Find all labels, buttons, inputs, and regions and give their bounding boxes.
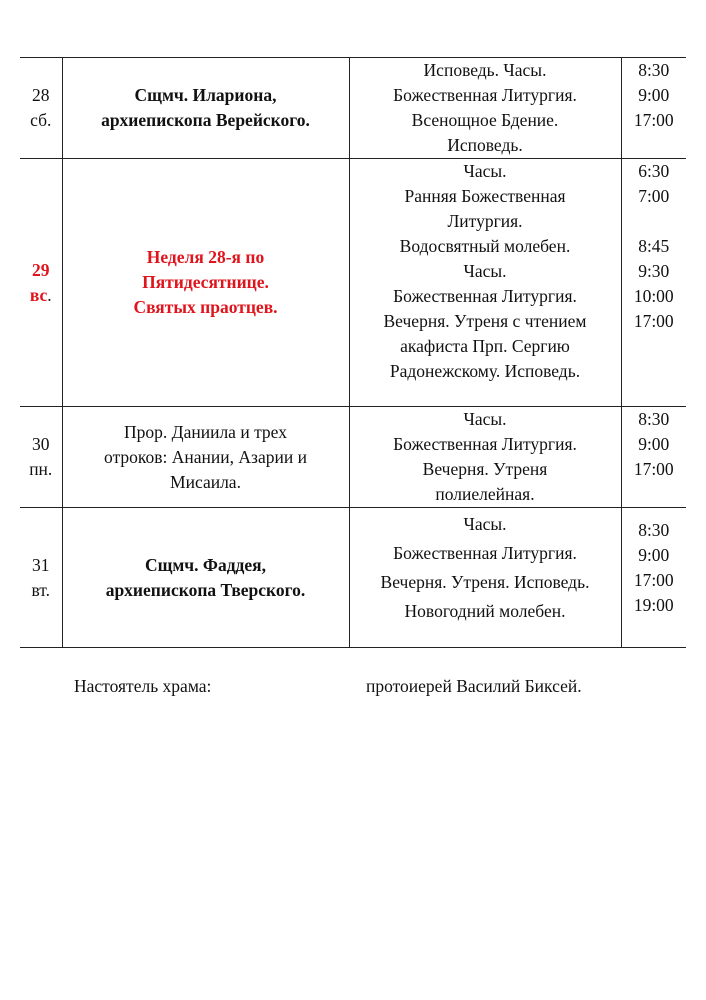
saint-cell <box>62 159 349 407</box>
services-cell <box>349 159 621 407</box>
service-line: Часы. <box>463 161 507 181</box>
service-line: Вечерня. Утреня <box>422 459 548 479</box>
schedule-row <box>20 159 686 407</box>
schedule-table <box>20 57 686 648</box>
saint-line: Святых праотцев. <box>133 297 278 317</box>
service-line: Водосвятный молебен. <box>399 236 571 256</box>
time-value: 9:30 <box>638 261 670 281</box>
service-line: акафиста Прп. Сергию <box>400 336 570 356</box>
day-number: 28 <box>32 85 50 105</box>
saint-line: Сщмч. Илариона, <box>134 85 277 105</box>
times-cell <box>621 407 686 508</box>
service-line: Исповедь. Часы. <box>423 60 547 80</box>
service-line: Радонежскому. Исповедь. <box>389 361 581 381</box>
times-cell <box>621 508 686 648</box>
services-cell <box>349 58 621 159</box>
time-value: 17:00 <box>633 459 674 479</box>
saint-line: Пятидесятнице. <box>142 272 269 292</box>
time-value: 9:00 <box>638 85 670 105</box>
schedule-row <box>20 508 686 648</box>
saint-line: Сщмч. Фаддея, <box>144 554 267 575</box>
time-value: 8:45 <box>638 236 670 256</box>
time-value: 10:00 <box>633 286 674 306</box>
date-cell <box>20 407 62 508</box>
weekday: сб. <box>30 110 52 130</box>
saint-cell <box>62 407 349 508</box>
time-value: 17:00 <box>633 311 674 331</box>
service-line: Божественная Литургия. <box>393 286 577 306</box>
saint-line: отроков: Анании, Азарии и <box>104 446 307 467</box>
schedule-row <box>20 407 686 508</box>
services-cell <box>349 407 621 508</box>
time-value: 8:30 <box>638 409 670 429</box>
date-cell <box>20 508 62 648</box>
day-number: 30 <box>32 434 50 454</box>
schedule-row <box>20 58 686 159</box>
rector-role-label: Настоятель храма: <box>74 676 212 696</box>
time-value: 8:30 <box>638 520 670 540</box>
rector-name: протоиерей Василий Биксей. <box>366 676 582 696</box>
saint-line: архиепископа Верейского. <box>101 110 310 130</box>
service-line: Новогодний молебен. <box>404 601 566 621</box>
day-number: 29 <box>32 259 50 280</box>
times-cell <box>621 58 686 159</box>
time-value: 7:00 <box>638 186 670 206</box>
service-line: Вечерня. Утреня с чтением <box>383 311 587 331</box>
service-line: Вечерня. Утреня. Исповедь. <box>380 572 590 592</box>
service-line: полиелейная. <box>435 484 535 504</box>
weekday: пн. <box>29 459 53 479</box>
saint-line: Прор. Даниила и трех <box>124 421 287 442</box>
service-line: Часы. <box>463 261 507 281</box>
service-line: Божественная Литургия. <box>393 434 577 454</box>
service-line: Часы. <box>463 409 507 429</box>
service-line: Божественная Литургия. <box>393 543 577 563</box>
time-value: 17:00 <box>633 110 674 130</box>
weekday: вс <box>29 284 48 305</box>
service-line: Ранняя Божественная <box>404 186 566 206</box>
time-value: 19:00 <box>633 595 674 615</box>
saint-cell <box>62 508 349 648</box>
saint-line: Неделя 28-я по <box>146 247 265 267</box>
date-cell <box>20 58 62 159</box>
service-line: Всенощное Бдение. <box>411 110 559 130</box>
saint-cell <box>62 58 349 159</box>
time-value: 8:30 <box>638 60 670 80</box>
services-cell <box>349 508 621 648</box>
weekday: вт. <box>31 579 51 600</box>
date-cell: 29 вс. <box>20 159 62 407</box>
time-value: 17:00 <box>633 570 674 590</box>
time-value: 9:00 <box>638 434 670 454</box>
day-number: 31 <box>32 554 50 575</box>
times-cell <box>621 159 686 407</box>
saint-line: архиепископа Тверского. <box>105 579 306 600</box>
service-line: Литургия. <box>447 211 523 231</box>
time-value: 9:00 <box>638 545 670 565</box>
service-line: Часы. <box>463 514 507 534</box>
service-line: Божественная Литургия. <box>393 85 577 105</box>
saint-line: Мисаила. <box>170 471 241 492</box>
service-line: Исповедь. <box>447 135 523 155</box>
time-value: 6:30 <box>638 161 670 181</box>
